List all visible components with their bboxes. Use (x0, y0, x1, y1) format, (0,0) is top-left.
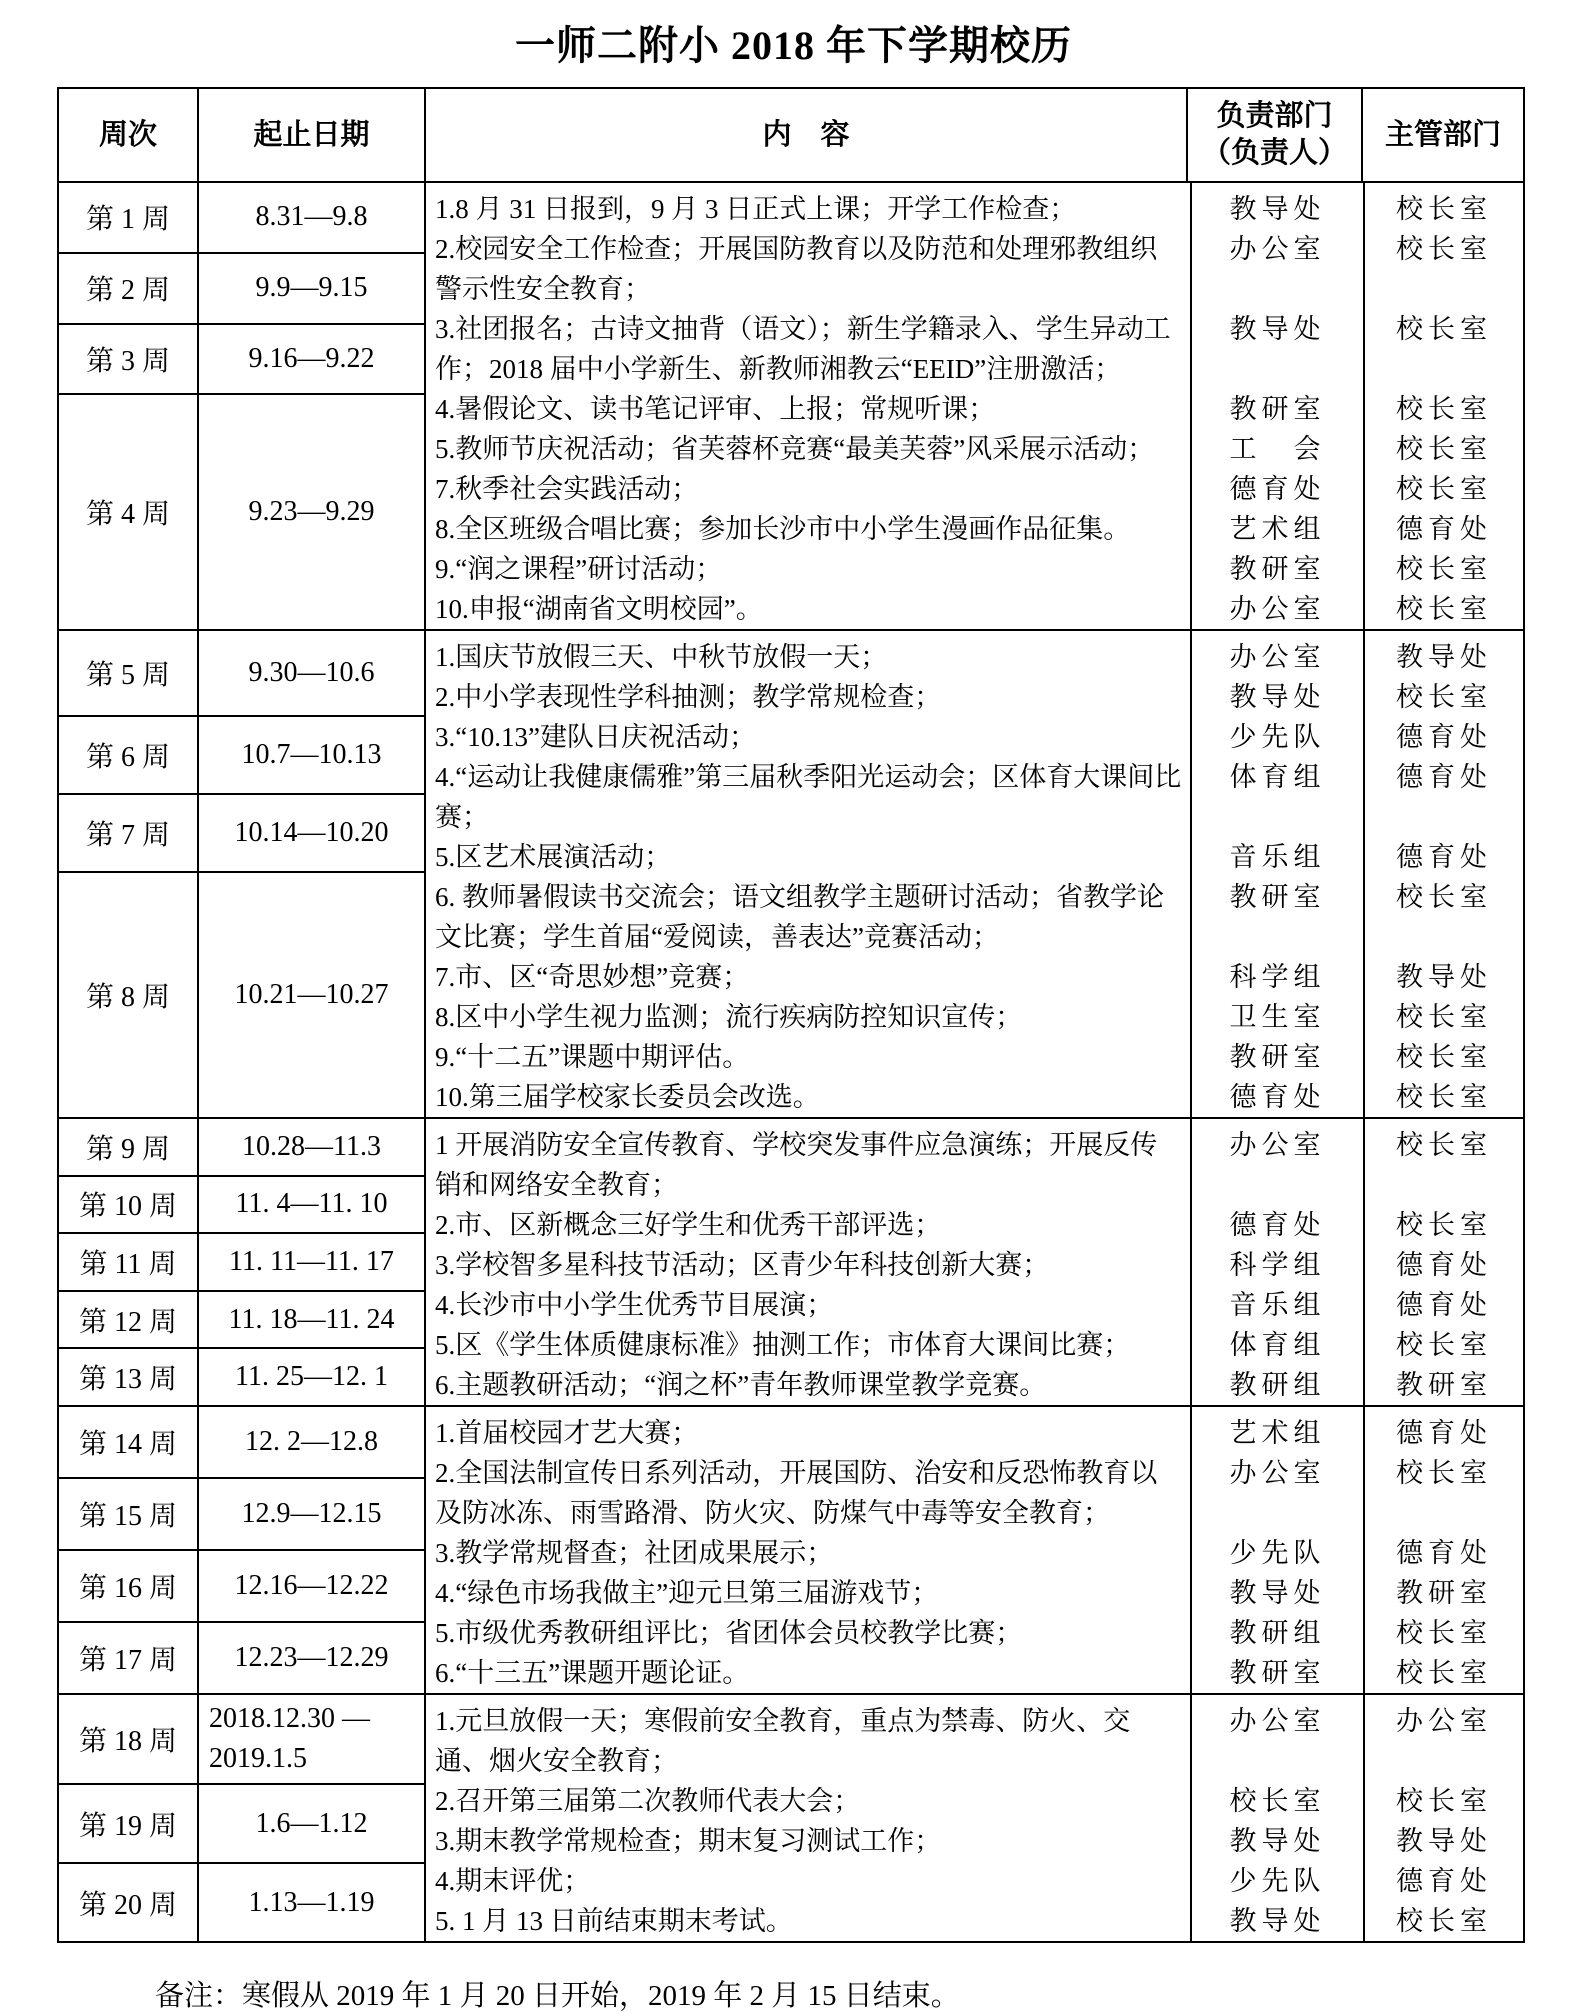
content-row (426, 1573, 1523, 1613)
content-text: 10.第三届学校家长委员会改选。 (426, 1077, 1192, 1117)
date-cell: 9.30—10.6 (199, 631, 424, 717)
date-column (199, 631, 426, 1117)
dept-cell: 办公室 (1192, 589, 1365, 629)
supervisor-cell: 教导处 (1396, 642, 1492, 672)
content-text: 1.国庆节放假三天、中秋节放假一天； (426, 631, 1192, 677)
header-dates (199, 89, 426, 181)
supervisor-cell: 校长室 (1396, 1130, 1492, 1160)
supervisor-cell: 德育处 (1396, 1866, 1492, 1896)
dept-cell: 科学组 (1192, 1245, 1365, 1285)
table-header-row (59, 89, 1523, 183)
content-row (426, 1861, 1523, 1901)
dept-cell: 德育处 (1192, 1077, 1365, 1117)
dept-cell: 少先队 (1192, 717, 1365, 757)
content-row (426, 1325, 1523, 1365)
table-section (59, 631, 1523, 1119)
content-row (426, 429, 1523, 469)
content-row (426, 1365, 1523, 1405)
week-cell: 第 12 周 (59, 1292, 197, 1350)
supervisor-cell: 校长室 (1396, 314, 1492, 344)
header-dept (1188, 89, 1363, 181)
content-text: 3.期末教学常规检查；期末复习测试工作； (426, 1821, 1192, 1861)
dept-cell: 教研组 (1192, 1613, 1365, 1653)
dept-cell: 办公室 (1192, 631, 1365, 677)
date-cell: 9.23—9.29 (248, 496, 375, 528)
supervisor-cell: 德育处 (1396, 842, 1492, 872)
date-cell: 8.31—9.8 (199, 183, 424, 254)
content-text: 7.市、区“奇思妙想”竞赛； (426, 957, 1192, 997)
content-text: 5.教师节庆祝活动；省芙蓉杯竞赛“最美芙蓉”风采展示活动； (426, 429, 1192, 469)
content-text: 2.全国法制宣传日系列活动，开展国防、治安和反恐怖教育以及防冰冻、雨雪路滑、防火灾、防煤气中毒等安全教育； (426, 1453, 1192, 1533)
dept-cell: 教导处 (1192, 677, 1365, 717)
week-cell: 第 16 周 (59, 1551, 197, 1623)
content-row (426, 717, 1523, 757)
supervisor-cell: 德育处 (1396, 1538, 1492, 1568)
content-text: 4.期末评优； (426, 1861, 1192, 1901)
supervisor-cell: 校长室 (1396, 434, 1492, 464)
content-row (426, 1533, 1523, 1573)
dept-cell: 德育处 (1192, 469, 1365, 509)
content-row (426, 309, 1523, 389)
dept-cell: 艺术组 (1192, 509, 1365, 549)
week-cell: 第 6 周 (59, 717, 197, 795)
week-cell: 第 4 周 (85, 499, 170, 531)
content-text: 8.区中小学生视力监测；流行疾病防控知识宣传； (426, 997, 1192, 1037)
date-column (199, 1119, 426, 1405)
dept-cell: 少先队 (1192, 1861, 1365, 1901)
supervisor-cell: 德育处 (1396, 1290, 1492, 1320)
supervisor-cell: 校长室 (1396, 554, 1492, 584)
content-row (426, 1285, 1523, 1325)
date-cell: 10.14—10.20 (199, 795, 424, 873)
content-text: 5.区《学生体质健康标准》抽测工作；市体育大课间比赛； (426, 1325, 1192, 1365)
supervisor-cell: 校长室 (1396, 1210, 1492, 1240)
content-text: 4.暑假论文、读书笔记评审、上报；常规听课； (426, 389, 1192, 429)
supervisor-cell: 德育处 (1396, 762, 1492, 792)
dept-cell: 办公室 (1192, 1695, 1365, 1781)
content-text: 7.秋季社会实践活动； (426, 469, 1192, 509)
dept-cell: 教导处 (1192, 1901, 1365, 1941)
supervisor-cell: 校长室 (1396, 682, 1492, 712)
supervisor-cell: 校长室 (1396, 474, 1492, 504)
supervisor-cell: 校长室 (1396, 234, 1492, 264)
week-column (59, 1407, 199, 1693)
date-cell: 10.7—10.13 (199, 717, 424, 795)
week-cell: 第 8 周 (85, 982, 170, 1014)
week-cell: 第 18 周 (59, 1695, 197, 1785)
content-row (426, 1901, 1523, 1941)
week-cell: 第 19 周 (59, 1785, 197, 1864)
date-cell (199, 1695, 424, 1785)
dept-cell: 办公室 (1192, 229, 1365, 309)
content-text: 10.申报“湖南省文明校园”。 (426, 589, 1192, 629)
content-text: 9.“润之课程”研讨活动； (426, 549, 1192, 589)
week-cell: 第 5 周 (59, 631, 197, 717)
table-section (59, 183, 1523, 631)
dept-cell: 办公室 (1192, 1119, 1365, 1205)
dept-cell: 工 会 (1192, 429, 1365, 469)
supervisor-cell: 德育处 (1396, 514, 1492, 544)
week-column (59, 1695, 199, 1941)
footnote: 备注：寒假从 2019 年 1 月 20 日开始，2019 年 2 月 15 日结束。 (155, 1980, 960, 2012)
content-row (426, 997, 1523, 1037)
content-column (426, 631, 1523, 1117)
date-cell: 12.16—12.22 (199, 1551, 424, 1623)
date-cell: 11. 18—11. 24 (199, 1292, 424, 1350)
table-section (59, 1695, 1523, 1941)
content-text: 1.首届校园才艺大赛； (426, 1407, 1192, 1453)
week-column (59, 183, 199, 629)
supervisor-cell: 校长室 (1396, 194, 1492, 224)
dept-cell: 教研室 (1192, 877, 1365, 957)
content-row (426, 1119, 1523, 1205)
content-text: 1 开展消防安全宣传教育、学校突发事件应急演练；开展反传销和网络安全教育； (426, 1119, 1192, 1205)
dept-cell: 教导处 (1192, 183, 1365, 229)
content-text: 5.区艺术展演活动； (426, 837, 1192, 877)
date-cell: 10.28—11.3 (199, 1119, 424, 1177)
week-cell: 第 20 周 (78, 1889, 177, 1921)
header-supervisor-label: 主管部门 (1384, 118, 1501, 151)
week-cell: 第 11 周 (59, 1234, 197, 1292)
supervisor-cell: 教研室 (1396, 1578, 1492, 1608)
content-row (426, 837, 1523, 877)
calendar-table (57, 87, 1525, 1943)
content-row (426, 229, 1523, 309)
content-row (426, 1245, 1523, 1285)
content-text: 9.“十二五”课题中期评估。 (426, 1037, 1192, 1077)
dept-cell: 德育处 (1192, 1205, 1365, 1245)
content-text: 4.“绿色市场我做主”迎元旦第三届游戏节； (426, 1573, 1192, 1613)
content-row (426, 1695, 1523, 1781)
date-column (199, 183, 426, 629)
supervisor-cell: 德育处 (1396, 1418, 1492, 1448)
page-title: 一师二附小 2018 年下学期校历 (515, 23, 1072, 68)
dept-cell: 教导处 (1192, 309, 1365, 389)
date-cell: 11. 4—11. 10 (199, 1177, 424, 1235)
header-dates-label: 起止日期 (253, 118, 370, 151)
content-row (426, 549, 1523, 589)
date-cell: 9.16—9.22 (199, 325, 424, 396)
supervisor-cell: 校长室 (1396, 1618, 1492, 1648)
header-content-label: 内 容 (762, 118, 850, 151)
content-row (426, 957, 1523, 997)
content-text: 6. 教师暑假读书交流会；语文组教学主题研讨活动；省教学论文比赛；学生首届“爱阅读，善表达”竞赛活动； (426, 877, 1192, 957)
dept-cell: 教研室 (1192, 389, 1365, 429)
content-text: 5.市级优秀教研组评比；省团体会员校教学比赛； (426, 1613, 1192, 1653)
content-text: 2.召开第三届第二次教师代表大会； (426, 1781, 1192, 1821)
supervisor-cell: 校长室 (1396, 1458, 1492, 1488)
header-week (59, 89, 199, 181)
content-row (426, 677, 1523, 717)
dept-cell: 校长室 (1192, 1781, 1365, 1821)
dept-cell: 教研室 (1192, 1037, 1365, 1077)
supervisor-cell: 德育处 (1396, 1250, 1492, 1280)
header-content (426, 89, 1188, 181)
content-row (426, 877, 1523, 957)
week-column (59, 631, 199, 1117)
content-text: 8.全区班级合唱比赛；参加长沙市中小学生漫画作品征集。 (426, 509, 1192, 549)
content-text: 4.“运动让我健康儒雅”第三届秋季阳光运动会；区体育大课间比赛； (426, 757, 1192, 837)
content-text: 3.“10.13”建队日庆祝活动； (426, 717, 1192, 757)
date-cell: 1.13—1.19 (248, 1886, 375, 1918)
content-row (426, 469, 1523, 509)
header-supervisor (1363, 89, 1523, 181)
content-row (426, 1037, 1523, 1077)
week-cell: 第 13 周 (78, 1364, 177, 1396)
content-row (426, 1407, 1523, 1453)
header-week-label: 周次 (98, 118, 157, 151)
supervisor-cell: 校长室 (1396, 1658, 1492, 1688)
week-cell: 第 14 周 (59, 1407, 197, 1479)
content-text: 6.“十三五”课题开题论证。 (426, 1653, 1192, 1693)
week-cell: 第 3 周 (59, 325, 197, 396)
date-cell: 11. 25—12. 1 (235, 1361, 388, 1393)
date-cell: 10.21—10.27 (234, 979, 389, 1011)
date-column (199, 1695, 426, 1941)
table-section (59, 1119, 1523, 1407)
date-cell: 12.23—12.29 (234, 1642, 389, 1673)
table-body (59, 183, 1523, 1941)
week-cell: 第 7 周 (59, 795, 197, 873)
content-text: 1.元旦放假一天；寒假前安全教育，重点为禁毒、防火、交通、烟火安全教育； (426, 1695, 1192, 1781)
dept-cell: 少先队 (1192, 1533, 1365, 1573)
dept-cell: 体育组 (1192, 757, 1365, 837)
content-row (426, 1613, 1523, 1653)
date-line-2: 2019.1.5 (209, 1743, 307, 1775)
content-row (426, 1781, 1523, 1821)
content-row (426, 509, 1523, 549)
supervisor-cell: 办公室 (1396, 1706, 1492, 1736)
content-row (426, 757, 1523, 837)
dept-cell: 科学组 (1192, 957, 1365, 997)
supervisor-cell: 校长室 (1396, 394, 1492, 424)
dept-cell: 教研室 (1192, 1653, 1365, 1693)
dept-cell: 音乐组 (1192, 1285, 1365, 1325)
dept-cell: 办公室 (1192, 1453, 1365, 1533)
dept-cell: 体育组 (1192, 1325, 1365, 1365)
week-cell: 第 10 周 (59, 1177, 197, 1235)
content-column (426, 1119, 1523, 1405)
content-column (426, 1407, 1523, 1693)
content-text: 6.主题教研活动；“润之杯”青年教师课堂教学竞赛。 (426, 1365, 1192, 1405)
supervisor-cell: 校长室 (1396, 1082, 1492, 1112)
header-dept-line2: （负责人） (1201, 137, 1347, 169)
content-text: 3.学校智多星科技节活动；区青少年科技创新大赛； (426, 1245, 1192, 1285)
supervisor-cell: 教导处 (1396, 962, 1492, 992)
content-text: 3.教学常规督查；社团成果展示； (426, 1533, 1192, 1573)
week-column (59, 1119, 199, 1405)
content-row (426, 389, 1523, 429)
content-column (426, 183, 1523, 629)
header-dept-line1: 负责部门 (1216, 100, 1333, 132)
content-row (426, 1821, 1523, 1861)
content-row (426, 1653, 1523, 1693)
content-row (426, 589, 1523, 629)
content-text: 4.长沙市中小学生优秀节目展演； (426, 1285, 1192, 1325)
supervisor-cell: 校长室 (1396, 1786, 1492, 1816)
content-row (426, 1077, 1523, 1117)
content-text: 1.8 月 31 日报到，9 月 3 日正式上课；开学工作检查； (426, 183, 1192, 229)
content-row (426, 1205, 1523, 1245)
content-text: 2.校园安全工作检查；开展国防教育以及防范和处理邪教组织警示性安全教育； (426, 229, 1192, 309)
supervisor-cell: 德育处 (1396, 722, 1492, 752)
date-cell: 12.9—12.15 (199, 1479, 424, 1551)
week-cell: 第 9 周 (59, 1119, 197, 1177)
content-column (426, 1695, 1523, 1941)
supervisor-cell: 校长室 (1396, 594, 1492, 624)
content-text: 5. 1 月 13 日前结束期末考试。 (426, 1901, 1192, 1941)
supervisor-cell: 校长室 (1396, 1330, 1492, 1360)
content-text: 2.中小学表现性学科抽测；教学常规检查； (426, 677, 1192, 717)
content-row (426, 183, 1523, 229)
date-cell: 9.9—9.15 (199, 254, 424, 325)
week-cell: 第 15 周 (59, 1479, 197, 1551)
date-cell: 11. 11—11. 17 (199, 1234, 424, 1292)
content-text: 3.社团报名；古诗文抽背（语文）；新生学籍录入、学生异动工作；2018 届中小学新生、新教师湘教云“EEID”注册激活； (426, 309, 1192, 389)
table-section (59, 1407, 1523, 1695)
dept-cell: 艺术组 (1192, 1407, 1365, 1453)
supervisor-cell: 校长室 (1396, 1906, 1492, 1936)
content-row (426, 631, 1523, 677)
week-cell: 第 1 周 (59, 183, 197, 254)
dept-cell: 音乐组 (1192, 837, 1365, 877)
dept-cell: 卫生室 (1192, 997, 1365, 1037)
supervisor-cell: 教导处 (1396, 1826, 1492, 1856)
week-cell: 第 17 周 (78, 1645, 177, 1676)
dept-cell: 教导处 (1192, 1573, 1365, 1613)
date-cell: 12. 2—12.8 (199, 1407, 424, 1479)
dept-cell: 教导处 (1192, 1821, 1365, 1861)
supervisor-cell: 校长室 (1396, 1042, 1492, 1072)
content-text: 2.市、区新概念三好学生和优秀干部评选； (426, 1205, 1192, 1245)
dept-cell: 教研室 (1192, 549, 1365, 589)
supervisor-cell: 校长室 (1396, 882, 1492, 912)
date-cell: 1.6—1.12 (199, 1785, 424, 1864)
date-column (199, 1407, 426, 1693)
content-row (426, 1453, 1523, 1533)
date-line-1: 2018.12.30 — (209, 1703, 370, 1735)
week-cell: 第 2 周 (59, 254, 197, 325)
supervisor-cell: 校长室 (1396, 1002, 1492, 1032)
supervisor-cell: 教研室 (1396, 1370, 1492, 1400)
dept-cell: 教研组 (1192, 1365, 1365, 1405)
